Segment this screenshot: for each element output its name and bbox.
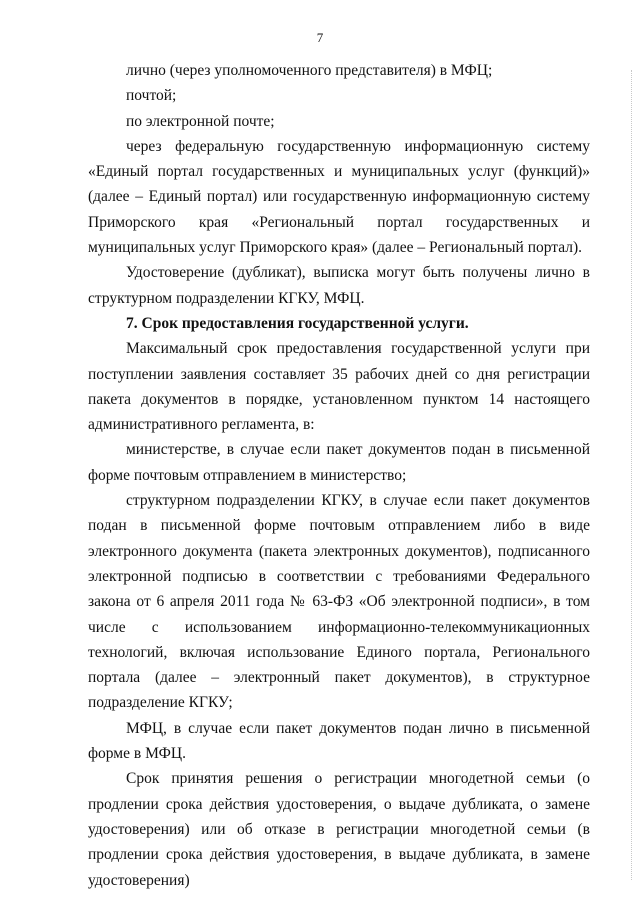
paragraph-in-person: лично (через уполномоченного представителя) в МФЦ; (126, 62, 493, 79)
paragraph-max-term: Максимальный срок предоставления государственной услуги при поступлении заявления составляет 35 рабочих дней со дня регистрации пакета документов в порядке, установленном пунктом 14 настоящего административного регламента, в: (88, 340, 590, 434)
page-number: 7 (316, 30, 324, 45)
scan-edge-line (631, 70, 633, 880)
document-body (88, 58, 590, 893)
section-heading-service-term: 7. Срок предоставления государственной услуги. (126, 314, 469, 332)
paragraph-kgku-division: структурном подразделении КГКУ, в случае если пакет документов подан в письменной форме почтовым отправлением либо в виде электронного документа (пакета электронных документов), подписанного электронной подписью в соответствии с требованиями Федерального закона от 6 апреля 2011 года № 63-ФЗ «Об электронной подписи», в том числе с использованием информационно-телекоммуникационных технологий, включая использование Единого портала, Регионального портала (далее – электронный пакет документов), в структурное подразделение КГКУ; (88, 492, 590, 712)
paragraph-ministry: министерстве, в случае если пакет документов подан в письменной форме почтовым отправлением в министерство; (88, 441, 590, 484)
paragraph-by-email: по электронной почте; (126, 112, 275, 130)
paragraph-mfc: МФЦ, в случае если пакет документов подан лично в письменной форме в МФЦ. (88, 719, 590, 763)
paragraph-via-portals: через федеральную государственную информационную систему «Единый портал государственных и муниципальных услуг (функций)» (далее – Единый портал) или государственную информационную систему Приморского края «Региональный портал государственных и муниципальных услуг Приморского края» (далее – Региональный портал). (88, 137, 590, 257)
paragraph-by-mail: почтой; (126, 87, 177, 105)
paragraph-certificate-receipt: Удостоверение (дубликат), выписка могут быть получены лично в структурном подразделении КГКУ, МФЦ. (88, 264, 590, 307)
paragraph-decision-term: Срок принятия решения о регистрации многодетной семьи (о продлении срока действия удостоверения, о выдаче дубликата, о замене удостоверения) или об отказе в регистрации многодетной семьи (в продлении срока действия удостоверения, в выдаче дубликата, в замене удостоверения) (88, 770, 590, 889)
